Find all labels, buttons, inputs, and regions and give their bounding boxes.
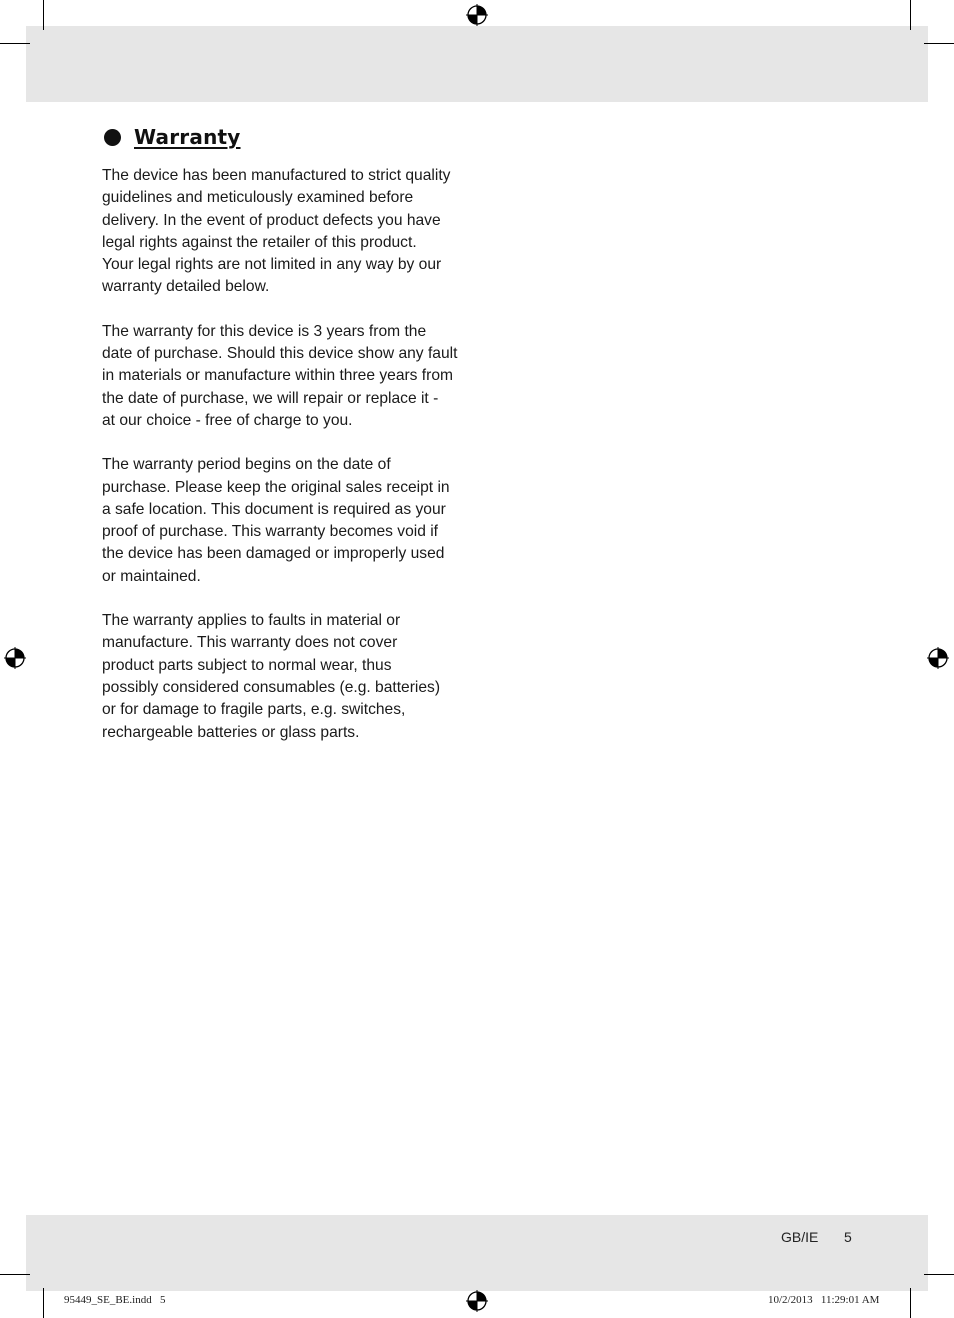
header-band xyxy=(26,26,928,102)
page-title: Warranty xyxy=(134,125,241,149)
crop-mark xyxy=(43,0,44,30)
paragraph: The warranty period begins on the date of purchase. Please keep the original sales receipt in a safe location. This document is required as your proof of purchase. This warranty becomes void if the device has been damaged or improperly used or maintained. xyxy=(102,456,450,585)
body-text xyxy=(102,165,474,766)
section-heading xyxy=(104,122,241,152)
crop-mark xyxy=(43,1288,44,1318)
registration-mark-icon xyxy=(466,1290,488,1312)
crop-mark xyxy=(0,1274,30,1275)
region-label: GB/IE xyxy=(781,1229,819,1245)
crop-mark xyxy=(924,43,954,44)
crop-mark xyxy=(910,0,911,30)
bullet-icon xyxy=(104,129,121,146)
paragraph: The device has been manufactured to strict quality guidelines and meticulously examined before delivery. In the event of product defects you have legal rights against the retailer of this product. Your legal rights are not limited in any way by our warranty detailed below. xyxy=(102,167,451,296)
crop-mark xyxy=(910,1288,911,1318)
footer-band xyxy=(26,1215,928,1291)
slug-file: 95449_SE_BE.indd 5 xyxy=(64,1294,166,1306)
registration-mark-icon xyxy=(927,647,949,669)
page-number: 5 xyxy=(844,1229,852,1245)
crop-mark xyxy=(924,1274,954,1275)
slug-timestamp: 10/2/2013 11:29:01 AM xyxy=(768,1294,880,1306)
paragraph: The warranty for this device is 3 years from the date of purchase. Should this device show any fault in materials or manufacture within three years from the date of purchase, we will repair or replace it - at our choice - free of charge to you. xyxy=(102,322,458,429)
registration-mark-icon xyxy=(466,4,488,26)
crop-mark xyxy=(0,43,30,44)
registration-mark-icon xyxy=(4,647,26,669)
paragraph: The warranty applies to faults in material or manufacture. This warranty does not cover product parts subject to normal wear, thus possibly considered consumables (e.g. batteries) or for damage to fragile parts, e.g. switches, rechargeable batteries or glass parts. xyxy=(102,612,441,741)
